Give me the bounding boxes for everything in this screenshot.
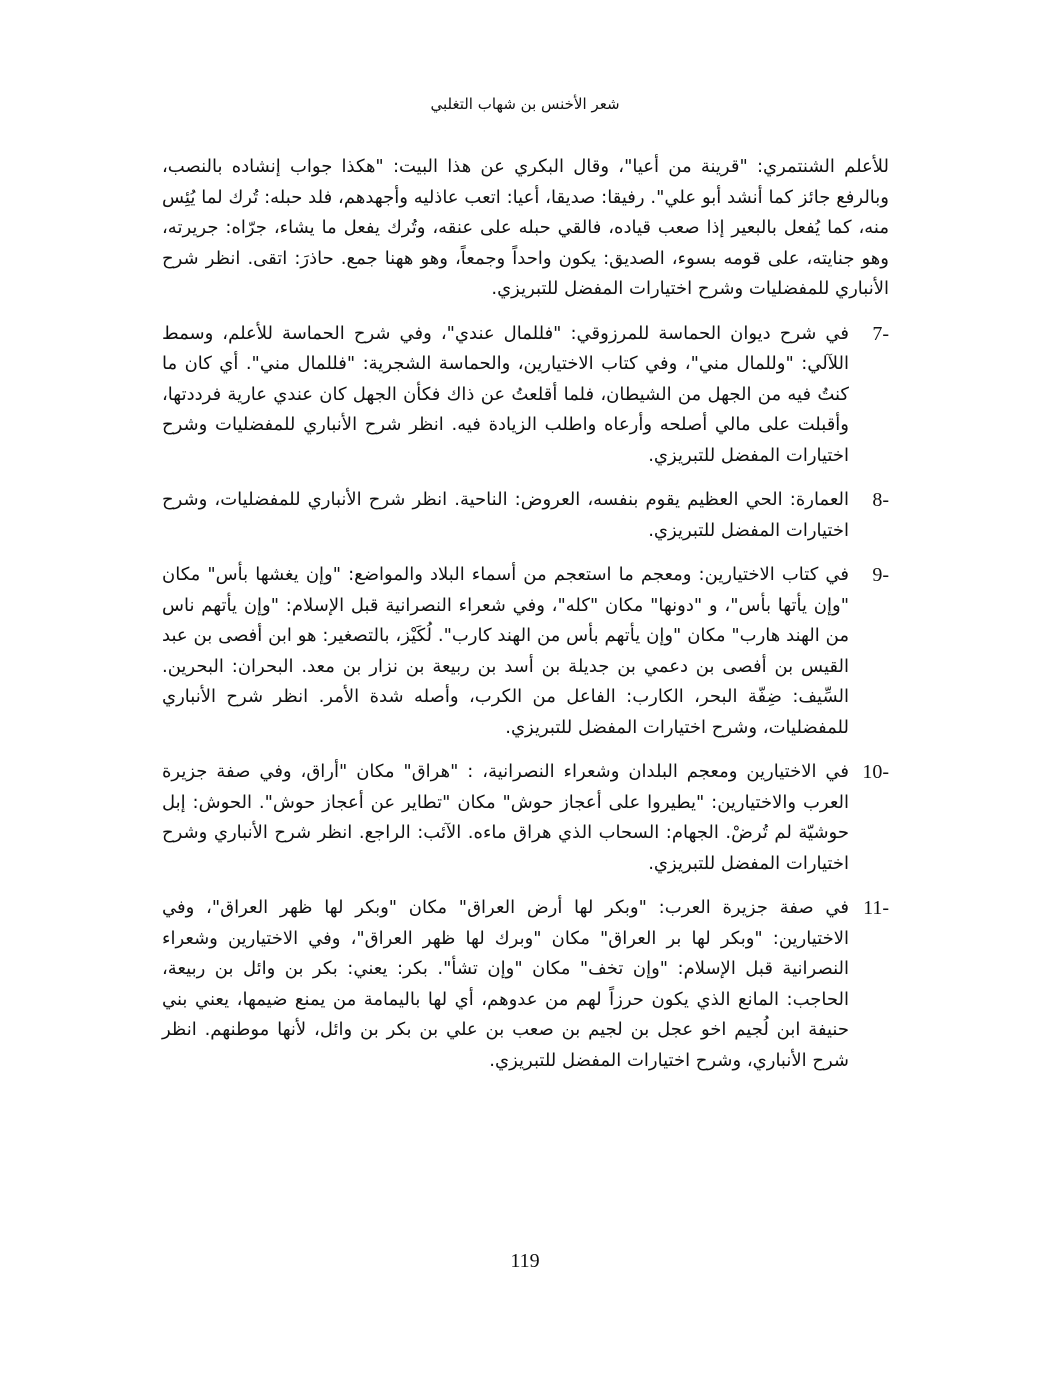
footnote-text: في شرح ديوان الحماسة للمرزوقي: "فللمال عندي"، وفي شرح الحماسة للأعلم، وسمط اللآلي: "وللمال مني"، وفي كتاب الاختيارين، والحماسة الشجرية: "فللمال مني". أي كان ما كنتُ فيه من الجهل من الشيطان، فلما أقلعتُ عن ذاك فكأن الجهل كان عندي عارية فرددتها، وأقبلت على مالي أصلحه وأرعاه واطلب الزيادة فيه. انظر شرح الأنباري للمفضليات وشرح اختيارات المفضل للتبريزي.	[162, 322, 849, 466]
page-number: 119	[510, 1250, 540, 1272]
footnote-item	[162, 485, 889, 546]
footnote-item	[162, 757, 889, 879]
footnotes-list	[162, 319, 889, 1077]
running-header	[0, 95, 1050, 113]
footnote-number: 11-	[863, 897, 889, 919]
footnote-item	[162, 560, 889, 743]
footnote-number: 9-	[872, 564, 889, 586]
footnote-number: 7-	[872, 322, 889, 345]
footnote-text: العمارة: الحي العظيم يقوم بنفسه، العروض: الناحية. انظر شرح الأنباري للمفضليات، وشرح اختيارات المفضل للتبريزي.	[162, 489, 849, 541]
footnote-text: في كتاب الاختيارين: ومعجم ما استعجم من أسماء البلاد والمواضع: "وإن يغشها بأس" مكان "وإن يأتها بأس"، و "دونها" مكان "كله"، وفي شعراء النصرانية قبل الإسلام: "وإن يأتهم ناس من الهند هارب" مكان "وإن يأتهم بأس من الهند كارب". لُكَيْز، بالتصغير: هو ابن أفصى بن عبد القيس بن أفصى بن دعمي بن جديلة بن أسد بن ربيعة بن نزار بن معد. البحران: البحرين. السِّيف: ضِفّة البحر، الكارب: الفاعل من الكرب، وأصله شدة الأمر. انظر شرح الأنباري للمفضليات، وشرح اختيارات المفضل للتبريزي.	[162, 564, 849, 738]
footnote-number: 8-	[872, 489, 889, 511]
footnote-number: 10-	[862, 761, 889, 783]
footnote-item	[162, 319, 889, 472]
footnote-item	[162, 893, 889, 1076]
footnote-text: في الاختيارين ومعجم البلدان وشعراء النصرانية، : "هراق" مكان "أراق، وفي صفة جزيرة العرب والاختيارين: "يطيروا على أعجاز حوش" مكان "تطاير عن أعجاز حوش". الحوش: إبل حوشيّة لم تُرضْ. الجهام: السحاب الذي هراق ماءه. الآئب: الراجع. انظر شرح الأنباري وشرح اختيارات المفضل للتبريزي.	[162, 761, 849, 874]
footnote-text: في صفة جزيرة العرب: "وبكر لها أرض العراق" مكان "وبكر لها ظهر العراق"، وفي الاختيارين: "وبكر لها بر العراق" مكان "وبرك لها ظهر العراق"، وفي الاختيارين وشعراء النصرانية قبل الإسلام: "وإن تخف" مكان "وإن تشأ". بكر: يعني: بكر بن وائل بن ربيعة، الحاجب: المانع الذي يكون حرزاً لهم من عدوهم، أي لها باليمامة من يمنع ضيمها، يعني بني حنيفة ابن لُجيم اخو عجل بن لجيم بن صعب بن علي بن بكر بن وائل، لأنها موطنهم. انظر شرح الأنباري، وشرح اختيارات المفضل للتبريزي.	[162, 897, 849, 1071]
header-title: شعر الأخنس بن شهاب التغلبي	[430, 95, 620, 113]
page-body	[162, 152, 889, 1090]
intro-paragraph: للأعلم الشنتمري: "قرينة من أعيا"، وقال البكري عن هذا البيت: "هكذا جواب إنشاده بالنصب، وبالرفع جائز كما أنشد أبو علي". رفيقا: صديقا، أعيا: اتعب عاذليه وأجهدهم، فلد حبله: تُرك لما يُئِس منه، كما يُفعل بالبعير إذا صعب قياده، فالقي حبله على عنقه، وتُرك يفعل ما يشاء، جرّاه: جريرته، وهو جنايته، على قومه بسوء، الصديق: يكون واحداً وجمعاً، وهو ههنا جمع. حاذرَ: اتقى. انظر شرح الأنباري للمفضليات وشرح اختيارات المفضل للتبريزي.	[162, 156, 889, 299]
